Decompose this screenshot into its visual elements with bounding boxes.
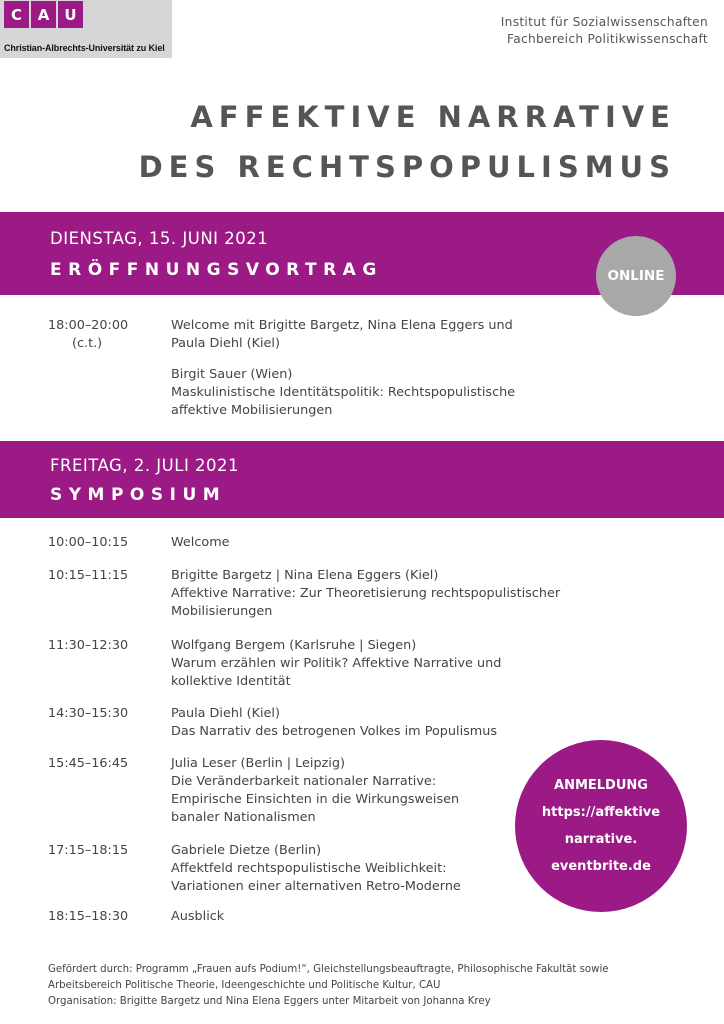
cau-logo [0, 0, 172, 58]
day2-label: SYMPOSIUM [50, 485, 227, 505]
day1-item-1-time: 18:00–20:00 [48, 318, 129, 333]
title-line-2: DES RECHTSPOPULISMUS [138, 150, 676, 184]
day2-item-4-desc [171, 705, 641, 741]
registration-url-line[interactable]: https://affektive [541, 805, 661, 820]
desc-line: kollektive Identität [171, 674, 291, 689]
desc-line: Paula Diehl (Kiel) [171, 706, 280, 721]
desc-line: Maskulinistische Identitätspolitik: Rechtspopulistische [171, 385, 516, 400]
desc-line: Empirische Einsichten in die Wirkungsweisen [171, 792, 460, 807]
desc-line: Das Narrativ des betrogenen Volkes im Populismus [171, 724, 498, 739]
desc-line: affektive Mobilisierungen [171, 403, 333, 418]
desc-line: Die Veränderbarkeit nationaler Narrative: [171, 774, 437, 789]
day2-item-3-desc [171, 637, 641, 691]
registration-heading: ANMELDUNG [554, 778, 648, 793]
desc-line: Mobilisierungen [171, 604, 273, 619]
desc-line: Julia Leser (Berlin | Leipzig) [171, 756, 345, 771]
logo-letter-u: U [58, 1, 83, 28]
day2-item-3-time: 11:30–12:30 [48, 638, 129, 653]
institute-info [501, 14, 708, 48]
footer-line: Organisation: Brigitte Bargetz und Nina Elena Eggers unter Mitarbeit von Johanna Krey [48, 996, 491, 1007]
desc-line: Ausblick [171, 909, 225, 924]
day2-item-1-desc [171, 534, 641, 552]
logo-letter-a: A [31, 1, 56, 28]
university-name: Christian-Albrechts-Universität zu Kiel [4, 43, 165, 53]
department-line: Fachbereich Politikwissenschaft [507, 32, 708, 46]
desc-line: Wolfgang Bergem (Karlsruhe | Siegen) [171, 638, 417, 653]
title-line-1: AFFEKTIVE NARRATIVE [190, 100, 676, 134]
desc-line: Brigitte Bargetz | Nina Elena Eggers (Kiel) [171, 568, 439, 583]
day2-item-6-time: 17:15–18:15 [48, 843, 129, 858]
desc-line: Birgit Sauer (Wien) [171, 367, 293, 382]
day2-item-2-time: 10:15–11:15 [48, 568, 129, 583]
day2-item-4-time: 14:30–15:30 [48, 706, 129, 721]
online-badge: ONLINE [596, 236, 676, 316]
day1-date: DIENSTAG, 15. JUNI 2021 [50, 229, 269, 248]
day2-banner [0, 441, 724, 518]
footer-line: Arbeitsbereich Politische Theorie, Ideengeschichte und Politische Kultur, CAU [48, 980, 441, 991]
day1-label: ERÖFFNUNGSVORTRAG [50, 260, 383, 280]
institute-line: Institut für Sozialwissenschaften [500, 15, 708, 29]
day2-item-7-time: 18:15–18:30 [48, 909, 129, 924]
day2-item-1-time: 10:00–10:15 [48, 535, 129, 550]
desc-line: Gabriele Dietze (Berlin) [171, 843, 322, 858]
desc-line: Warum erzählen wir Politik? Affektive Narrative und [171, 656, 502, 671]
footer-line: Gefördert durch: Programm „Frauen aufs Podium!“, Gleichstellungsbeauftragte, Philosophische Fakultät sowie [48, 964, 609, 975]
day1-item-1-time-note: (c.t.) [72, 336, 103, 351]
desc-line: Welcome mit Brigitte Bargetz, Nina Elena Eggers und [171, 318, 513, 333]
day2-item-7-desc [171, 908, 641, 926]
day2-date: FREITAG, 2. JULI 2021 [50, 456, 240, 475]
registration-badge[interactable] [515, 740, 687, 912]
day2-item-5-time: 15:45–16:45 [48, 756, 129, 771]
desc-line: Variationen einer alternativen Retro-Moderne [171, 879, 461, 894]
footer-credits [48, 962, 708, 1010]
page-title [139, 92, 676, 192]
desc-line: Paula Diehl (Kiel) [171, 336, 280, 351]
desc-line: Affektfeld rechtspopulistische Weiblichkeit: [171, 861, 447, 876]
logo-letter-c: C [4, 1, 29, 28]
day2-item-2-desc [171, 567, 641, 621]
registration-url-line[interactable]: narrative. [564, 832, 638, 847]
desc-line: Welcome [171, 535, 230, 550]
desc-line: banaler Nationalismen [171, 810, 316, 825]
logo-letters [4, 1, 83, 28]
day1-item-2-desc [171, 366, 641, 420]
desc-line: Affektive Narrative: Zur Theoretisierung rechtspopulistischer [171, 586, 561, 601]
registration-url-line[interactable]: eventbrite.de [551, 859, 651, 874]
day1-item-1-desc [171, 317, 641, 353]
